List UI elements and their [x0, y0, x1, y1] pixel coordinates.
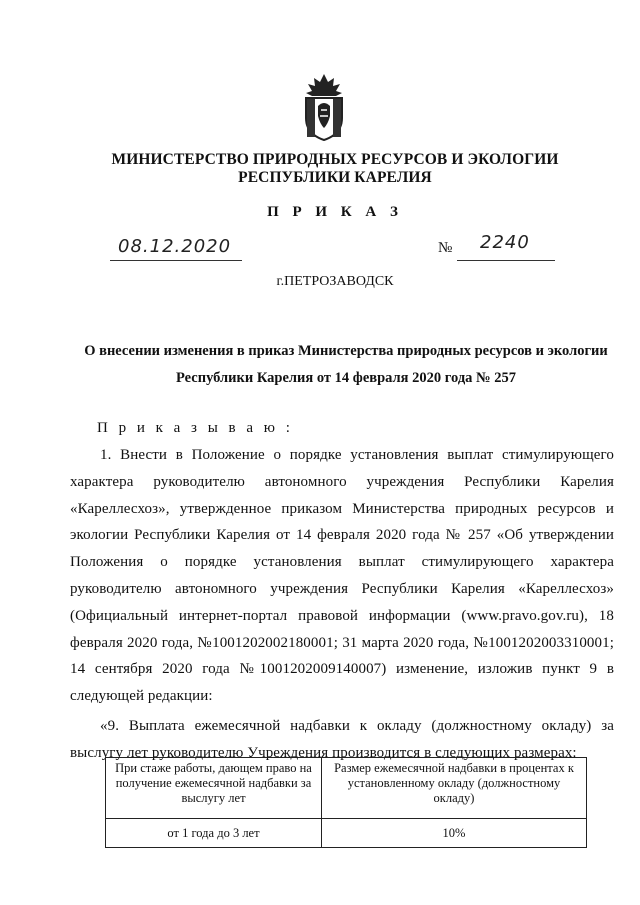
order-subject-line1: О внесении изменения в приказ Министерства природных ресурсов и экологии: [84, 343, 608, 359]
table-header-col2: Размер ежемесячной надбавки в процентах к установленному окладу (должностному окладу): [322, 758, 587, 819]
order-date-handwritten: 08.12.2020: [118, 236, 232, 257]
karelia-coat-of-arms-icon: [300, 72, 348, 142]
order-subject: [60, 338, 632, 392]
order-number-handwritten: 2240: [480, 232, 530, 253]
order-number-label: №: [438, 240, 453, 256]
table-header-row: [106, 758, 587, 819]
table-header-col1: При стаже работы, дающем право на получение ежемесячной надбавки за выслугу лет: [106, 758, 322, 819]
allowance-table: [105, 757, 587, 848]
number-underline: [457, 260, 555, 261]
table-cell-percent: 10%: [322, 819, 587, 848]
table-cell-period: от 1 года до 3 лет: [106, 819, 322, 848]
order-subject-line2: Республики Карелия от 14 февраля 2020 года № 257: [176, 370, 516, 386]
date-underline: [110, 260, 242, 261]
orders-word: П р и к а з ы в а ю :: [97, 420, 294, 436]
ministry-name-line1: МИНИСТЕРСТВО ПРИРОДНЫХ РЕСУРСОВ И ЭКОЛОГИИ: [111, 151, 559, 168]
city: г.ПЕТРОЗАВОДСК: [276, 274, 394, 289]
paragraph-1: 1. Внести в Положение о порядке установления выплат стимулирующего характера руководителю автономного учреждения Республики Карелия «Кареллесхоз», утвержденное приказом Министерства природных ресурсов и экологии Республики Карелия от 14 февраля 2020 года № 257 «Об утверждении Положения о порядке установления выплат стимулирующего характера руководителю автономного учреждения Республики Карелия «Кареллесхоз» (Официальный интернет-портал правовой информации (www.pravo.gov.ru), 18 февраля 2020 года, №1001202002180001; 31 марта 2020 года, №1001202003310001; 14 сентября 2020 года №1001202009140007) изменение, изложив пункт 9 в следующей редакции:: [70, 447, 614, 705]
paragraph-2: «9. Выплата ежемесячной надбавки к окладу (должностному окладу) за выслугу лет руководителю Учреждения производится в следующих размерах:: [70, 717, 614, 761]
order-title: П Р И К А З: [267, 204, 403, 220]
ministry-name: [0, 151, 640, 187]
table-row: [106, 819, 587, 848]
ministry-name-line2: РЕСПУБЛИКИ КАРЕЛИЯ: [238, 169, 432, 186]
order-body: [70, 442, 614, 767]
